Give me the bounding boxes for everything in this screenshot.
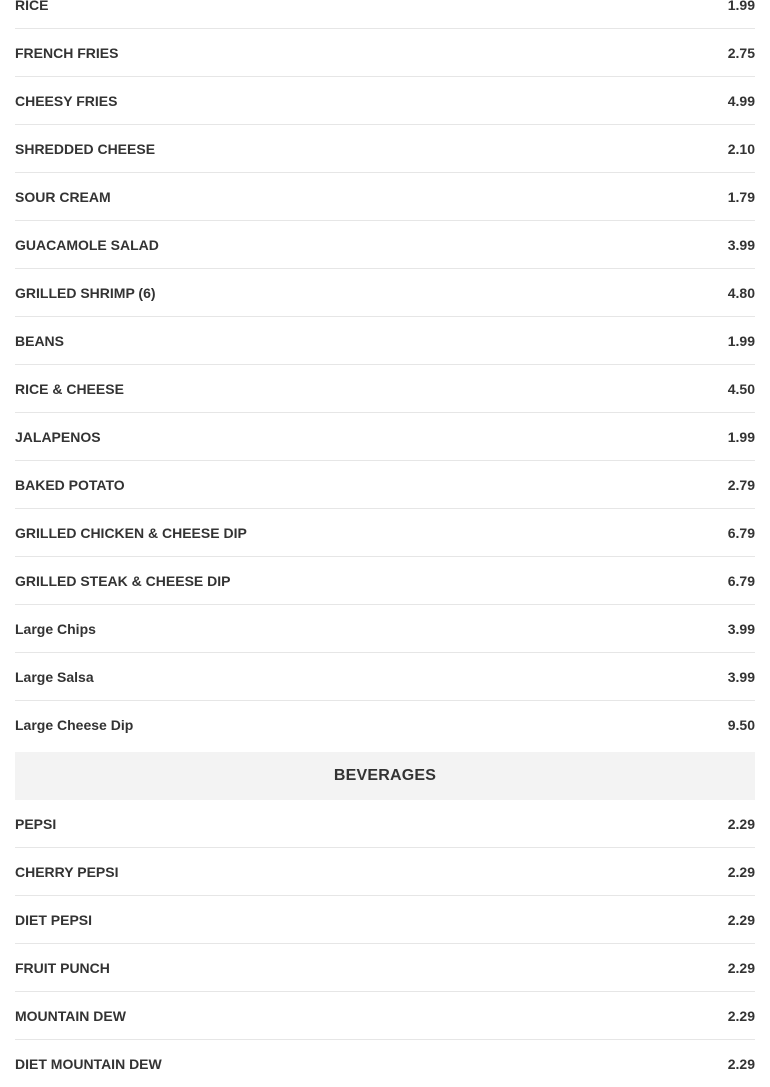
menu-item-name: Large Salsa	[15, 668, 94, 685]
menu-item-price: 2.29	[727, 959, 755, 976]
menu-item-row	[15, 77, 755, 125]
menu-item-row	[15, 800, 755, 848]
menu-item-row	[15, 992, 755, 1040]
menu-item-row	[15, 413, 755, 461]
section-title: BEVERAGES	[333, 767, 437, 784]
menu-item-name: SHREDDED CHEESE	[15, 140, 156, 157]
menu-item-price: 1.99	[727, 428, 755, 445]
beverages-section	[15, 800, 755, 1087]
menu-item-name: DIET MOUNTAIN DEW	[15, 1055, 162, 1072]
menu-item-name: Large Cheese Dip	[15, 716, 134, 733]
menu-item-row	[15, 605, 755, 653]
menu-item-price: 6.79	[727, 572, 755, 589]
sides-section	[15, 0, 755, 748]
menu-list	[15, 0, 755, 1087]
menu-item-price: 4.80	[727, 284, 755, 301]
menu-item-row	[15, 0, 755, 29]
menu-item-price: 6.79	[727, 524, 755, 541]
menu-item-price: 3.99	[727, 620, 755, 637]
menu-item-name: FRUIT PUNCH	[15, 959, 110, 976]
menu-item-name: CHERRY PEPSI	[15, 863, 119, 880]
menu-item-row	[15, 173, 755, 221]
menu-item-name: JALAPENOS	[15, 428, 101, 445]
menu-item-name: PEPSI	[15, 815, 57, 832]
menu-item-price: 2.29	[727, 911, 755, 928]
menu-item-row	[15, 653, 755, 701]
menu-item-name: Large Chips	[15, 620, 96, 637]
menu-item-name: RICE	[15, 0, 49, 13]
menu-item-price: 2.10	[727, 140, 755, 157]
menu-item-name: SOUR CREAM	[15, 188, 111, 205]
menu-item-name: GRILLED CHICKEN & CHEESE DIP	[15, 524, 247, 541]
menu-item-name: DIET PEPSI	[15, 911, 93, 928]
section-header-beverages	[15, 752, 755, 800]
menu-item-row	[15, 896, 755, 944]
menu-item-price: 4.50	[727, 380, 755, 397]
menu-item-price: 3.99	[727, 668, 755, 685]
menu-item-row	[15, 317, 755, 365]
menu-item-price: 1.79	[727, 188, 755, 205]
menu-item-price: 2.75	[727, 44, 755, 61]
menu-item-row	[15, 29, 755, 77]
menu-item-row	[15, 557, 755, 605]
menu-item-price: 4.99	[727, 92, 755, 109]
menu-item-price: 2.29	[727, 1007, 755, 1024]
menu-item-row	[15, 269, 755, 317]
menu-item-price: 2.29	[727, 815, 755, 832]
menu-item-price: 2.79	[727, 476, 755, 493]
menu-item-row	[15, 365, 755, 413]
menu-item-price: 9.50	[727, 716, 755, 733]
menu-item-name: BAKED POTATO	[15, 476, 125, 493]
menu-item-price: 2.29	[727, 1055, 755, 1072]
menu-item-row	[15, 701, 755, 748]
menu-item-row	[15, 461, 755, 509]
menu-item-row	[15, 509, 755, 557]
menu-item-row	[15, 125, 755, 173]
menu-item-price: 3.99	[727, 236, 755, 253]
menu-item-name: RICE & CHEESE	[15, 380, 124, 397]
menu-item-row	[15, 848, 755, 896]
menu-item-name: MOUNTAIN DEW	[15, 1007, 126, 1024]
menu-item-name: CHEESY FRIES	[15, 92, 118, 109]
menu-item-price: 1.99	[727, 0, 755, 13]
menu-item-row	[15, 944, 755, 992]
menu-item-name: GRILLED SHRIMP (6)	[15, 284, 156, 301]
menu-item-name: GUACAMOLE SALAD	[15, 236, 159, 253]
menu-item-name: BEANS	[15, 332, 65, 349]
menu-item-price: 2.29	[727, 863, 755, 880]
menu-item-row	[15, 221, 755, 269]
menu-item-name: FRENCH FRIES	[15, 44, 119, 61]
menu-item-name: GRILLED STEAK & CHEESE DIP	[15, 572, 231, 589]
menu-item-row	[15, 1040, 755, 1087]
menu-item-price: 1.99	[727, 332, 755, 349]
